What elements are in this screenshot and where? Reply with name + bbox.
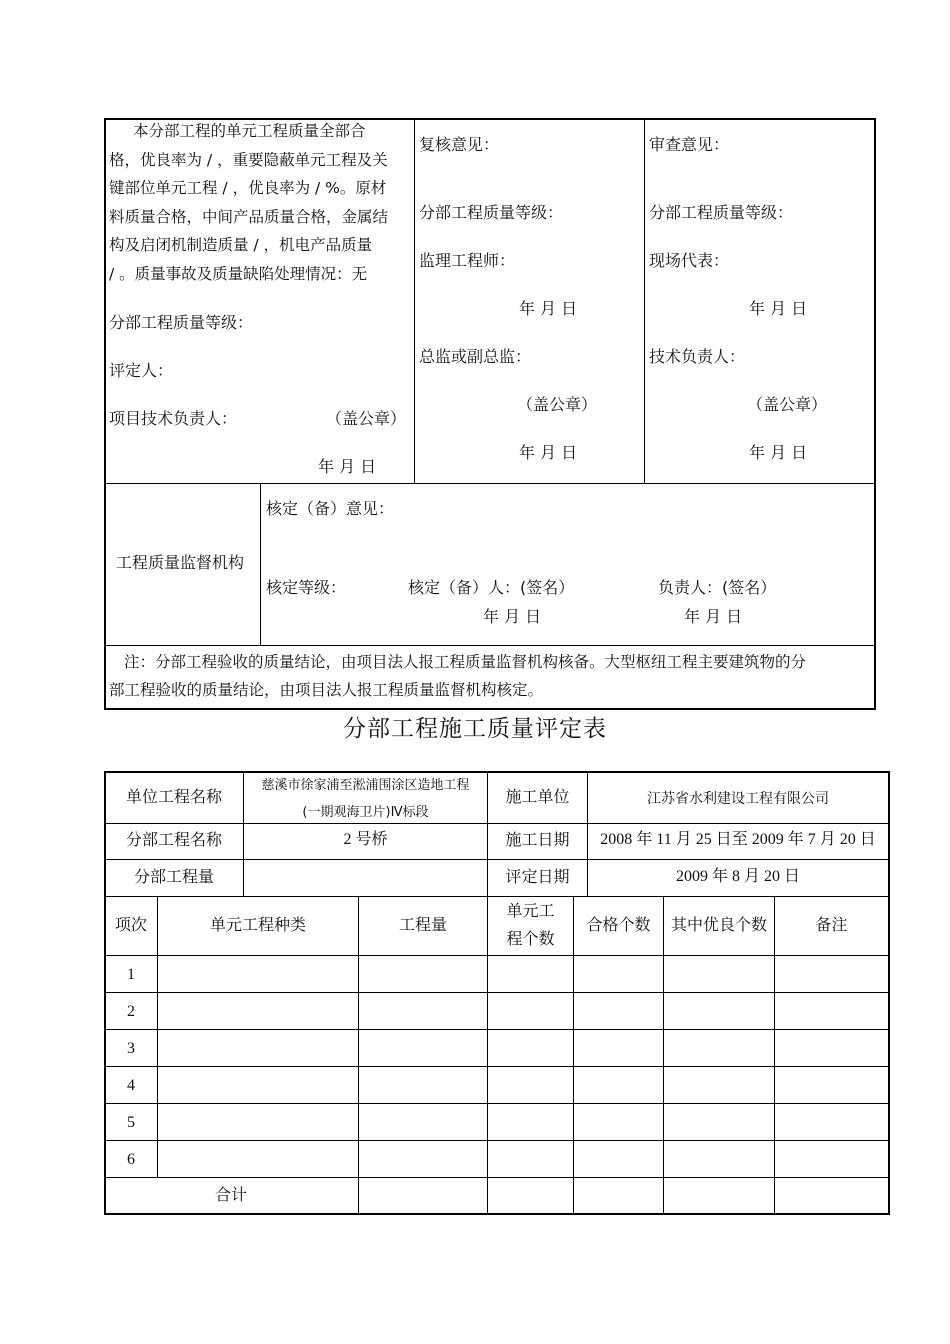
chief-label: 总监或副总监： xyxy=(419,347,532,366)
paragraph-line: 料质量合格，中间产品质量合格，金属结 xyxy=(109,208,389,226)
paragraph-line: 格，优良率为 / ，重要隐蔽单元工程及关 xyxy=(109,151,388,169)
total-label: 合计 xyxy=(214,1185,247,1204)
header-remark: 备注 xyxy=(815,915,848,934)
eval-date-label: 评定日期 xyxy=(505,867,570,886)
header-count-line1: 单元工 xyxy=(506,901,555,920)
table-row-number: 1 xyxy=(127,966,135,983)
contractor-value: 江苏省水利建设工程有限公司 xyxy=(647,791,829,807)
sub-project-value: 2 号桥 xyxy=(343,831,388,848)
right-date-2: 年 月 日 xyxy=(749,443,808,462)
tech-responsible-label: 技术负责人： xyxy=(649,347,746,366)
header-qualified: 合格个数 xyxy=(586,915,651,934)
site-rep-label: 现场代表： xyxy=(649,251,730,270)
table-row-number: 4 xyxy=(127,1077,135,1094)
quantity-label: 分部工程量 xyxy=(133,867,214,886)
paragraph-line: 键部位单元工程 / ，优良率为 / %。原材 xyxy=(109,179,387,197)
right-date-1: 年 月 日 xyxy=(749,299,808,318)
evaluator-label: 评定人： xyxy=(109,361,174,380)
sub-project-label: 分部工程名称 xyxy=(125,830,222,849)
paragraph-line: / 。质量事故及质量缺陷处理情况：无 xyxy=(109,265,368,283)
header-excellent: 其中优良个数 xyxy=(670,915,767,934)
middle-date-2: 年 月 日 xyxy=(519,443,578,462)
page-title: 分部工程施工质量评定表 xyxy=(343,716,607,741)
verifier-date: 年 月 日 xyxy=(483,607,542,626)
note-line-1: 注：分部工程验收的质量结论，由项目法人报工程质量监督机构核备。大型枢纽工程主要建筑物的分 xyxy=(124,653,807,671)
verify-opinion-label: 核定（备）意见： xyxy=(266,499,395,518)
construction-date-label: 施工日期 xyxy=(505,830,570,849)
left-date: 年 月 日 xyxy=(318,457,377,476)
table-row-number: 6 xyxy=(127,1151,135,1168)
unit-project-value-line2: (一期观海卫片)Ⅳ标段 xyxy=(302,805,429,820)
audit-label: 审查意见： xyxy=(649,135,730,154)
engineer-label: 监理工程师： xyxy=(419,251,516,270)
middle-seal-label: （盖公章） xyxy=(517,395,598,414)
table-row-number: 3 xyxy=(127,1040,135,1057)
right-seal-label: （盖公章） xyxy=(747,395,828,414)
verify-grade-label: 核定等级： xyxy=(266,578,347,597)
unit-project-label: 单位工程名称 xyxy=(125,787,222,806)
note-line-2: 部工程验收的质量结论，由项目法人报工程质量监督机构核定。 xyxy=(109,681,544,699)
review-label: 复核意见： xyxy=(419,135,500,154)
left-grade-label: 分部工程质量等级： xyxy=(109,313,254,332)
paragraph-line: 本分部工程的单元工程质量全部合 xyxy=(133,122,366,140)
header-count-line2: 程个数 xyxy=(506,929,555,948)
leader-date: 年 月 日 xyxy=(684,607,743,626)
tech-lead-label: 项目技术负责人： xyxy=(109,409,238,428)
leader-label: 负责人：(签名） xyxy=(658,578,777,597)
header-item: 项次 xyxy=(114,915,147,934)
eval-date-value: 2009 年 8 月 20 日 xyxy=(675,868,800,885)
table-row-number: 5 xyxy=(127,1114,135,1131)
construction-date-value: 2008 年 11 月 25 日至 2009 年 7 月 20 日 xyxy=(600,831,876,848)
contractor-label: 施工单位 xyxy=(505,787,570,806)
unit-project-value-line1: 慈溪市徐家浦至淞浦围涂区造地工程 xyxy=(261,778,470,793)
middle-date-1: 年 月 日 xyxy=(519,299,578,318)
header-amount: 工程量 xyxy=(398,915,447,934)
middle-grade-label: 分部工程质量等级： xyxy=(419,203,564,222)
paragraph-line: 构及启闭机制造质量 / ，机电产品质量 xyxy=(109,236,373,254)
right-grade-label: 分部工程质量等级： xyxy=(649,203,794,222)
supervision-org-label: 工程质量监督机构 xyxy=(116,553,245,572)
table-row-number: 2 xyxy=(127,1003,135,1020)
header-type: 单元工程种类 xyxy=(209,915,306,934)
left-seal-label: （盖公章） xyxy=(326,409,407,428)
verifier-label: 核定（备）人：(签名） xyxy=(408,578,575,597)
